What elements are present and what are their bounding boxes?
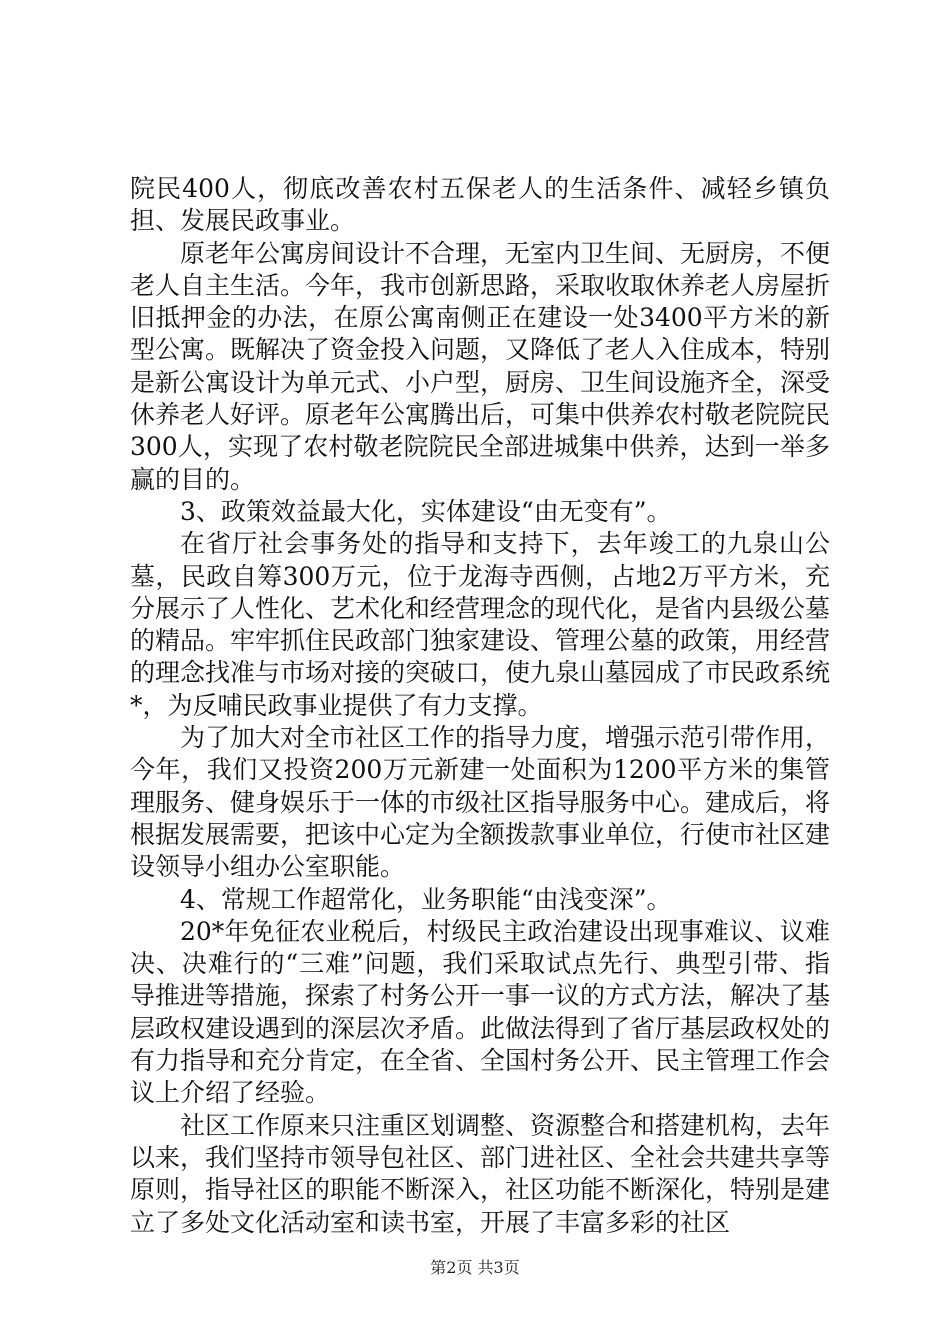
paragraph: 为了加大对全市社区工作的指导力度，增强示范引带作用，今年，我们又投资200万元新建一处面积为1200平方米的集管理服务、健身娱乐于一体的市级社区指导服务中心。建成后，将根据发展需要，把该中心定为全额拨款事业单位，行使市社区建设领导小组办公室职能。 bbox=[130, 723, 831, 882]
document-body bbox=[130, 173, 830, 1239]
page-number-footer: 第2页 共3页 bbox=[430, 1258, 520, 1277]
paragraph: 20*年免征农业税后，村级民主政治建设出现事难议、议难决、决难行的“三难”问题，我们采取试点先行、典型引带、指导推进等措施，探索了村务公开一事一议的方式方法，解决了基层政权建设遇到的深层次矛盾。此做法得到了省厅基层政权处的有力指导和充分肯定，在全省、全国村务公开、民主管理工作会议上介绍了经验。 bbox=[130, 916, 831, 1108]
paragraph: 院民400人，彻底改善农村五保老人的生活条件、减轻乡镇负担、发展民政事业。 bbox=[130, 174, 830, 236]
paragraph: 社区工作原来只注重区划调整、资源整合和搭建机构，去年以来，我们坚持市领导包社区、部门进社区、全社会共建共享等原则，指导社区的职能不断深入，社区功能不断深化，特别是建立了多处文化活动室和读书室，开展了丰富多彩的社区 bbox=[130, 1110, 831, 1237]
section-heading: 4、常规工作超常化，业务职能“由浅变深”。 bbox=[180, 884, 672, 914]
paragraph: 在省厅社会事务处的指导和支持下，去年竣工的九泉山公墓，民政自筹300万元，位于龙海寺西侧，占地2万平方米，充分展示了人性化、艺术化和经营理念的现代化，是省内县级公墓的精品。牢牢抓住民政部门独家建设、管理公墓的政策，用经营的理念找准与市场对接的突破口，使九泉山墓园成了市民政系统*，为反哺民政事业提供了有力支撑。 bbox=[130, 529, 831, 720]
section-heading: 3、政策效益最大化，实体建设“由无变有”。 bbox=[180, 496, 672, 526]
paragraph: 原老年公寓房间设计不合理，无室内卫生间、无厨房，不便老人自主生活。今年，我市创新思路，采取收取休养老人房屋折旧抵押金的办法，在原公寓南侧正在建设一处3400平方米的新型公寓。既解决了资金投入问题，又降低了老人入住成本，特别是新公寓设计为单元式、小户型，厨房、卫生间设施齐全，深受休养老人好评。原老年公寓腾出后，可集中供养农村敬老院院民300人，实现了农村敬老院院民全部进城集中供养，达到一举多赢的目的。 bbox=[130, 238, 831, 494]
